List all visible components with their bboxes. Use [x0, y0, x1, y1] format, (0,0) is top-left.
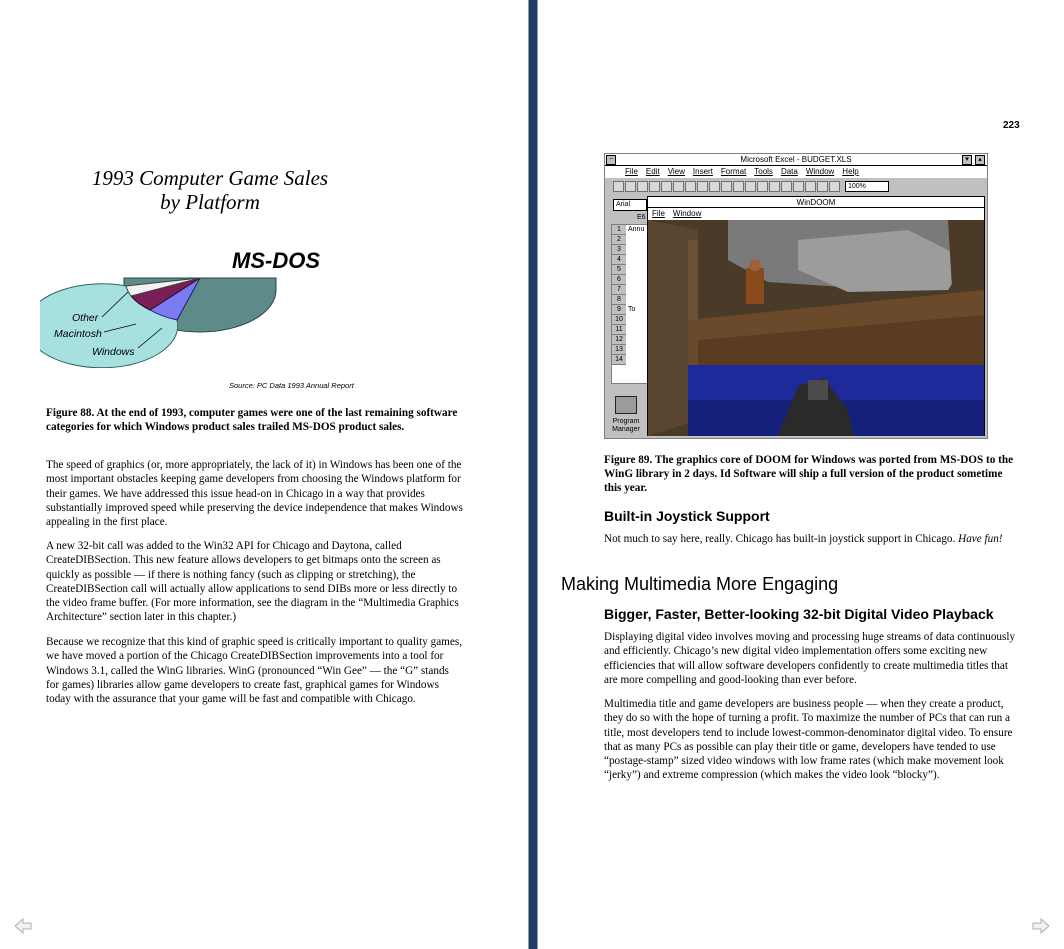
row-header: 11	[612, 325, 626, 335]
zoom-box: 100%	[845, 181, 889, 192]
excel-title-bar: Microsoft Excel - BUDGET.XLS	[605, 154, 987, 166]
cell-a9: To	[628, 306, 636, 313]
pie-label-windows: Windows	[92, 346, 135, 358]
cell-reference: E6	[637, 214, 646, 221]
joystick-text: Not much to say here, really. Chicago has built-in joystick support in Chicago.	[604, 533, 959, 545]
chart-title-line2: by Platform	[160, 190, 260, 214]
program-manager-icon	[615, 396, 637, 414]
excel-minimize-icon: ▾	[962, 155, 972, 165]
toolbar-new-icon	[613, 181, 624, 192]
windoom-window	[647, 196, 985, 436]
joystick-heading: Built-in Joystick Support	[604, 508, 770, 524]
toolbar-copy-icon	[697, 181, 708, 192]
excel-sheet-grid	[611, 224, 651, 384]
row-header: 13	[612, 345, 626, 355]
font-name-box: Arial	[613, 199, 647, 211]
video-heading: Bigger, Faster, Better-looking 32-bit Digital Video Playback	[604, 606, 994, 622]
arrow-right-icon[interactable]	[1032, 918, 1050, 934]
joystick-italic: Have fun!	[958, 533, 1003, 545]
doom-game-view	[648, 220, 984, 436]
excel-menu-format: Format	[720, 167, 747, 176]
toolbar-sum-icon	[757, 181, 768, 192]
row-header: 3	[612, 245, 626, 255]
program-manager-label: Program Manager	[612, 418, 640, 433]
row-header: 7	[612, 285, 626, 295]
paragraph-graphics-speed: The speed of graphics (or, more appropriately, the lack of it) in Windows has been one of the most important obstacles keeping game developers from choosing the Windows platform for their games. We have addressed this issue head-on in Chicago in a way that provides substantially improved speed while preserving the device independence that makes Windows appealing in the first place.	[46, 459, 463, 529]
section-heading: Making Multimedia More Engaging	[561, 574, 839, 594]
row-header: 2	[612, 235, 626, 245]
toolbar-format-painter-icon	[721, 181, 732, 192]
row-header: 5	[612, 265, 626, 275]
toolbar-function-icon	[769, 181, 780, 192]
toolbar-text-box-icon	[817, 181, 828, 192]
excel-menu-insert: Insert	[692, 167, 713, 176]
row-header: 1	[612, 225, 626, 235]
toolbar-open-icon	[625, 181, 636, 192]
row-header: 12	[612, 335, 626, 345]
pie-label-other: Other	[72, 312, 99, 324]
windoom-screenshot	[604, 153, 988, 439]
joystick-paragraph	[604, 532, 1020, 546]
excel-system-menu-icon: −	[606, 155, 616, 165]
figure-89-caption: Figure 89. The graphics core of DOOM for Windows was ported from MS-DOS to the WinG library in 2 days. Id Software will ship a full version of the product sometime this year.	[604, 454, 1014, 494]
paragraph-createdibsection: A new 32-bit call was added to the Win32 API for Chicago and Daytona, called CreateDIBSection. This new feature allows developers to get bitmaps onto the screen as quickly as possible — if there is nothing fancy (such as clipping or stretching), the CreateDIBSection call will actually allow applications to send DIBs more or less directly to the video frame buffer. (For more information, see the diagram in the “Multimedia Graphics Architecture” section later in this chapter.)	[46, 540, 459, 624]
pie-label-macintosh: Macintosh	[54, 328, 102, 340]
excel-toolbar	[613, 179, 975, 195]
page-number: 223	[1003, 120, 1020, 131]
arrow-left-icon[interactable]	[14, 918, 32, 934]
chart-source: Source: PC Data 1993 Annual Report	[229, 381, 354, 390]
pie-chart	[40, 228, 360, 368]
chart-title-line1: 1993 Computer Game Sales	[91, 166, 329, 190]
toolbar-print-icon	[649, 181, 660, 192]
excel-menu-tools: Tools	[754, 167, 773, 176]
row-header: 9	[612, 305, 626, 315]
windoom-menu-window: Window	[672, 209, 702, 218]
excel-menu-bar	[605, 166, 987, 178]
excel-menu-edit: Edit	[645, 167, 660, 176]
excel-menu-window: Window	[805, 167, 835, 176]
windoom-menu-bar	[652, 208, 701, 219]
pie-label-msdos: MS-DOS	[232, 248, 320, 273]
row-header: 14	[612, 355, 626, 365]
excel-menu-data: Data	[780, 167, 798, 176]
toolbar-paste-icon	[709, 181, 720, 192]
toolbar-preview-icon	[661, 181, 672, 192]
row-header: 6	[612, 275, 626, 285]
video-paragraph-1: Displaying digital video involves moving and processing huge streams of data continuously and efficiently. Chicago’s new digital video implementation offers some exciting new efficiencies that will allow software developers confidently to create multimedia titles that are more compelling and good-looking than ever before.	[604, 631, 1016, 686]
figure-88-caption: Figure 88. At the end of 1993, computer games were one of the last remaining software categories for which Windows product sales trailed MS-DOS product sales.	[46, 407, 458, 433]
toolbar-sort-asc-icon	[781, 181, 792, 192]
row-header: 4	[612, 255, 626, 265]
windoom-menu-file: File	[652, 209, 665, 218]
toolbar-drawing-icon	[829, 181, 840, 192]
paragraph-wing-libraries: Because we recognize that this kind of graphic speed is critically important to quality games, we have moved a portion of the Chicago CreateDIBSection improvements into a tool for Windows 3.1, called the WinG libraries. WinG (pronounced “Win Gee” — the “G” stands for games) libraries allow game developers to create fast, graphical games for Windows today with the assurance that your game will be fast and compatible with Chicago.	[46, 636, 462, 706]
toolbar-redo-icon	[745, 181, 756, 192]
cell-a1: Annu	[628, 226, 645, 233]
excel-maximize-icon: ▴	[975, 155, 985, 165]
toolbar-cut-icon	[685, 181, 696, 192]
excel-menu-view: View	[667, 167, 685, 176]
left-page	[0, 0, 529, 949]
toolbar-save-icon	[637, 181, 648, 192]
chart-title	[60, 166, 360, 214]
toolbar-chart-icon	[805, 181, 816, 192]
row-header: 10	[612, 315, 626, 325]
excel-menu-help: Help	[842, 167, 859, 176]
page-gutter	[529, 0, 537, 949]
excel-menu-file: File	[625, 167, 638, 176]
row-header: 8	[612, 295, 626, 305]
windoom-title-bar: WinDOOM	[648, 197, 984, 208]
toolbar-sort-desc-icon	[793, 181, 804, 192]
video-paragraph-2: Multimedia title and game developers are business people — when they create a product, they do so with the hope of turning a profit. To maximize the number of PCs that can run a title, most developers tend to include lowest-common-denominator digital video. To ensure that as many PCs as possible can play their title or game, developers have tended to use “postage-stamp” sized video windows with low frame rates (which make movement look “jerky”) and extreme compression (which makes the video look “blocky”).	[604, 698, 1013, 782]
toolbar-spell-icon	[673, 181, 684, 192]
toolbar-undo-icon	[733, 181, 744, 192]
